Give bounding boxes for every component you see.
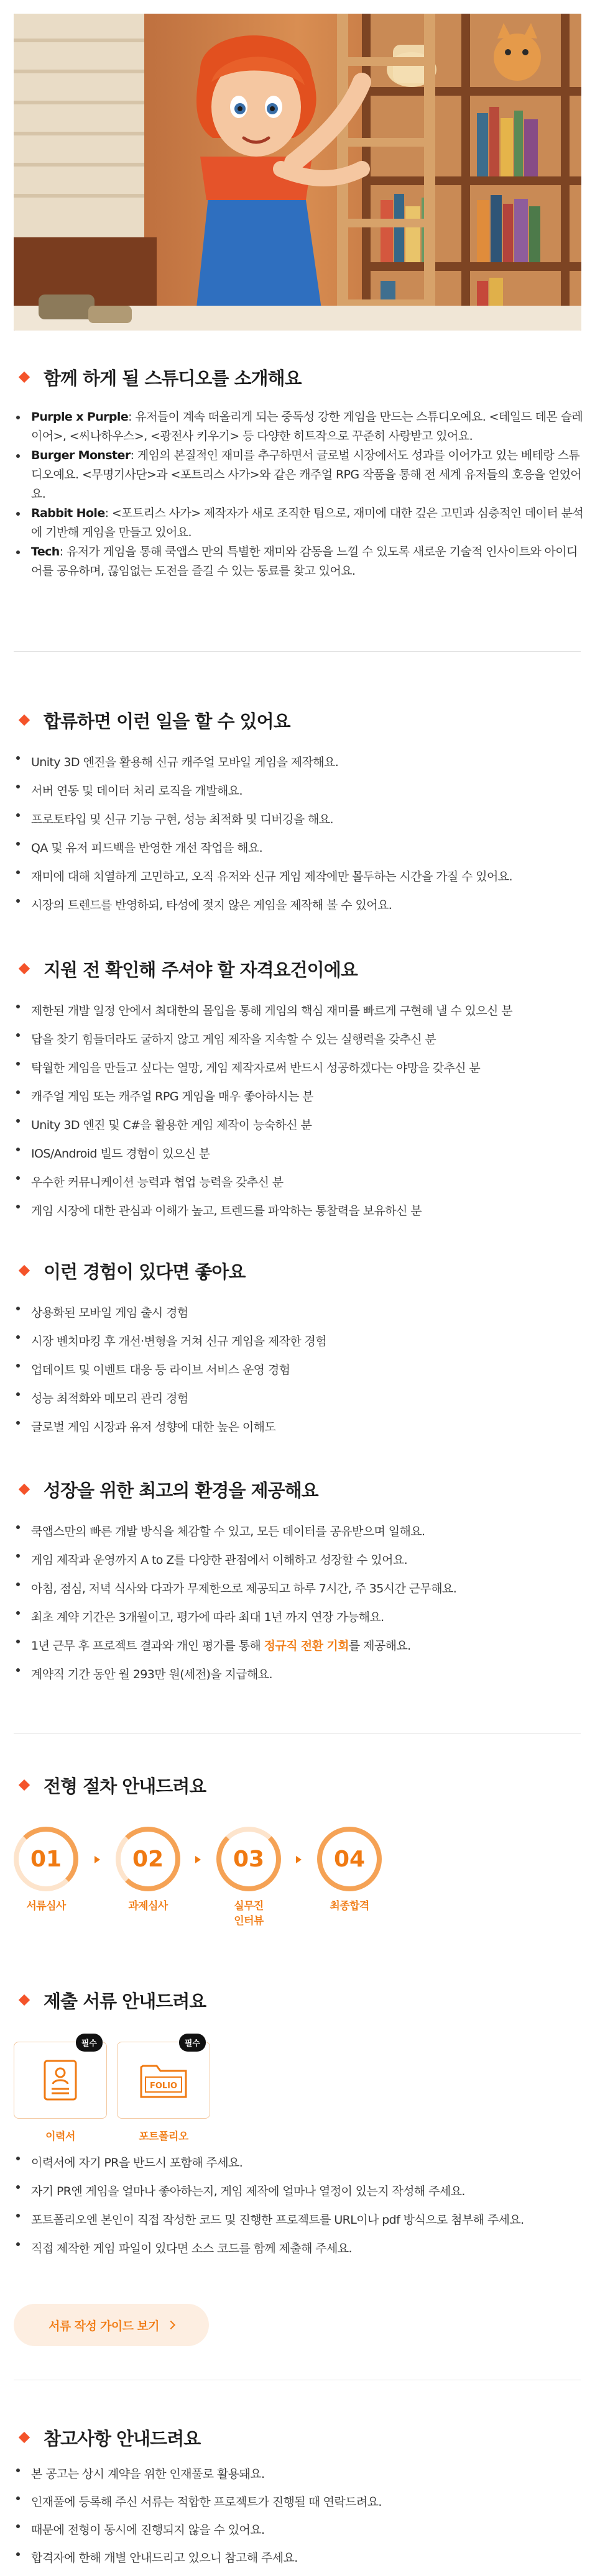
section-title: 참고사항 안내드려요 bbox=[44, 2428, 201, 2449]
diamond-bullet-icon bbox=[19, 2432, 30, 2443]
list-item: 시장의 트렌드를 반영하되, 타성에 젖지 않은 게임을 제작해 볼 수 있어요. bbox=[14, 891, 586, 920]
document-label: 이력서 bbox=[45, 2131, 75, 2143]
list-item: 포트폴리오엔 본인이 직접 작성한 코드 및 진행한 프로젝트를 URL이나 pdf 방식으로 첨부해 주세요. bbox=[14, 2206, 586, 2234]
arrow-right-icon bbox=[195, 1856, 201, 1863]
preferred-section bbox=[14, 1255, 586, 1441]
list-item: IOS/Android 빌드 경험이 있으신 분 bbox=[14, 1140, 586, 1168]
requirements-section bbox=[14, 953, 586, 1225]
chevron-right-icon bbox=[167, 2321, 175, 2329]
list-item: Unity 3D 엔진 및 C#을 활용한 게임 제작이 능숙하신 분 bbox=[14, 1111, 586, 1140]
document-label: 포트폴리오 bbox=[139, 2131, 188, 2143]
resume-icon bbox=[43, 2059, 78, 2101]
required-badge: 필수 bbox=[76, 2034, 103, 2052]
diamond-bullet-icon bbox=[19, 372, 30, 383]
list-item: 프로토타입 및 신규 기능 구현, 성능 최적화 및 디버깅을 해요. bbox=[14, 805, 586, 834]
list-item: 시장 벤치마킹 후 개선·변형을 거쳐 신규 게임을 제작한 경험 bbox=[14, 1327, 586, 1356]
section-title: 지원 전 확인해 주셔야 할 자격요건이에요 bbox=[44, 959, 358, 980]
process-step bbox=[216, 1827, 281, 1929]
studio-list bbox=[14, 408, 586, 581]
diamond-bullet-icon bbox=[19, 715, 30, 726]
diamond-bullet-icon bbox=[19, 1265, 30, 1276]
list-item: 계약직 기간 동안 월 293만 원(세전)을 지급해요. bbox=[14, 1660, 586, 1689]
list-item: 서버 연동 및 데이터 처리 로직을 개발해요. bbox=[14, 777, 586, 805]
step-label: 실무진 인터뷰 bbox=[234, 1900, 264, 1927]
process-step bbox=[116, 1827, 180, 1914]
section-title: 제출 서류 안내드려요 bbox=[44, 1990, 206, 2012]
step-number: 04 bbox=[317, 1827, 382, 1891]
document-guide-button[interactable]: 서류 작성 가이드 보기 bbox=[14, 2304, 209, 2346]
process-step bbox=[317, 1827, 382, 1914]
list-item: 이력서에 자기 PR을 반드시 포함해 주세요. bbox=[14, 2149, 586, 2177]
diamond-bullet-icon bbox=[19, 963, 30, 974]
list-item: 때문에 전형이 동시에 진행되지 않을 수 있어요. bbox=[14, 2516, 586, 2544]
process-step bbox=[14, 1827, 78, 1914]
studio-section bbox=[14, 362, 586, 581]
folder-icon bbox=[139, 2061, 188, 2099]
arrow-right-icon bbox=[95, 1856, 100, 1863]
list-item: 게임 제작과 운영까지 A to Z를 다양한 관점에서 이해하고 성장할 수 있어요. bbox=[14, 1546, 586, 1574]
preferred-list bbox=[14, 1299, 586, 1441]
list-item: QA 및 유저 피드백을 반영한 개선 작업을 해요. bbox=[14, 834, 586, 862]
section-title: 전형 절차 안내드려요 bbox=[44, 1775, 206, 1797]
list-item: Tech: 유저가 게임을 통해 쿡앱스 만의 특별한 재미와 감동을 느낄 수 있도록 새로운 기술적 인사이트와 아이디어를 공유하며, 끊임없는 도전을 즐길 수 있는 동료를 찾고 있어요. bbox=[14, 542, 586, 581]
document-cards bbox=[14, 2039, 262, 2143]
step-label: 서류심사 bbox=[26, 1900, 66, 1912]
list-item: Rabbit Hole: <포트리스 사가> 제작자가 새로 조직한 팀으로, 재미에 대한 깊은 고민과 심층적인 데이터 분석에 기반해 게임을 만들고 있어요. bbox=[14, 504, 586, 542]
document-card-portfolio bbox=[117, 2039, 210, 2143]
list-item: 합격자에 한해 개별 안내드리고 있으니 참고해 주세요. bbox=[14, 2544, 586, 2572]
section-title: 합류하면 이런 일을 할 수 있어요 bbox=[44, 710, 290, 732]
notes-list bbox=[14, 2460, 586, 2572]
diamond-bullet-icon bbox=[19, 1484, 30, 1495]
list-item: 업데이트 및 이벤트 대응 등 라이브 서비스 운영 경험 bbox=[14, 1356, 586, 1384]
list-item: 답을 찾기 힘들더라도 굴하지 않고 게임 제작을 지속할 수 있는 실행력을 갖추신 분 bbox=[14, 1025, 586, 1054]
tasks-list bbox=[14, 748, 586, 920]
tasks-section bbox=[14, 705, 586, 920]
documents-notes bbox=[14, 2149, 586, 2263]
list-item: 아침, 점심, 저녁 식사와 다과가 무제한으로 제공되고 하루 7시간, 주 35시간 근무해요. bbox=[14, 1574, 586, 1603]
diamond-bullet-icon bbox=[19, 1994, 30, 2006]
list-item: 본 공고는 상시 계약을 위한 인재풀로 활용돼요. bbox=[14, 2460, 586, 2488]
list-item: 탁월한 게임을 만들고 싶다는 열망, 게임 제작자로써 반드시 성공하겠다는 야망을 갖추신 분 bbox=[14, 1054, 586, 1082]
list-item: 1년 근무 후 프로젝트 결과와 개인 평가를 통해 정규직 전환 기회를 제공해요. bbox=[14, 1632, 586, 1660]
list-item: 제한된 개발 일정 안에서 최대한의 몰입을 통해 게임의 핵심 재미를 빠르게 구현해 낼 수 있으신 분 bbox=[14, 997, 586, 1025]
svg-text:FOLIO: FOLIO bbox=[149, 2081, 178, 2091]
section-divider bbox=[14, 1733, 581, 1734]
list-item: 재미에 대해 치열하게 고민하고, 오직 유저와 신규 게임 제작에만 몰두하는 시간을 가질 수 있어요. bbox=[14, 862, 586, 891]
diamond-bullet-icon bbox=[19, 1779, 30, 1791]
documents-list bbox=[14, 2149, 586, 2263]
list-item: 캐주얼 게임 또는 캐주얼 RPG 게임을 매우 좋아하시는 분 bbox=[14, 1082, 586, 1111]
section-title: 성장을 위한 최고의 환경을 제공해요 bbox=[44, 1479, 318, 1501]
hero-illustration-art bbox=[14, 14, 581, 331]
list-item: 자기 PR엔 게임을 얼마나 좋아하는지, 게임 제작에 얼마나 열정이 있는지 작성해 주세요. bbox=[14, 2177, 586, 2206]
notes-section bbox=[14, 2422, 586, 2572]
step-label: 과제심사 bbox=[128, 1900, 168, 1912]
list-item: 인재풀에 등록해 주신 서류는 적합한 프로젝트가 진행될 때 연락드려요. bbox=[14, 2488, 586, 2516]
list-item: 게임 시장에 대한 관심과 이해가 높고, 트렌드를 파악하는 통찰력을 보유하신 분 bbox=[14, 1197, 586, 1225]
step-number: 03 bbox=[216, 1827, 281, 1891]
list-item: Burger Monster: 게임의 본질적인 재미를 추구하면서 글로벌 시장에서도 성과를 이어가고 있는 베테랑 스튜디오예요. <무명기사단>과 <포트리스 사가>와 같은 캐주얼 RPG 작품을 통해 전 세계 유저들의 호응을 얻었어요. bbox=[14, 446, 586, 504]
list-item: 우수한 커뮤니케이션 능력과 협업 능력을 갖추신 분 bbox=[14, 1168, 586, 1197]
section-title: 함께 하게 될 스튜디오를 소개해요 bbox=[44, 367, 302, 389]
list-item: 상용화된 모바일 게임 출시 경험 bbox=[14, 1299, 586, 1327]
required-badge: 필수 bbox=[179, 2034, 206, 2052]
step-label: 최종합격 bbox=[330, 1900, 369, 1912]
requirements-list bbox=[14, 997, 586, 1225]
environment-section bbox=[14, 1474, 586, 1689]
process-section bbox=[14, 1770, 586, 1801]
list-item: 쿡앱스만의 빠른 개발 방식을 체감할 수 있고, 모든 데이터를 공유받으며 일해요. bbox=[14, 1517, 586, 1546]
list-item: 성능 최적화와 메모리 관리 경험 bbox=[14, 1384, 586, 1413]
environment-list bbox=[14, 1517, 586, 1689]
hero-illustration bbox=[14, 14, 581, 331]
step-number: 02 bbox=[116, 1827, 180, 1891]
section-divider bbox=[14, 651, 581, 652]
list-item: Unity 3D 엔진을 활용해 신규 캐주얼 모바일 게임을 제작해요. bbox=[14, 748, 586, 777]
list-item: 최초 계약 기간은 3개월이고, 평가에 따라 최대 1년 까지 연장 가능해요. bbox=[14, 1603, 586, 1632]
documents-section bbox=[14, 1985, 586, 2016]
list-item: 직접 제작한 게임 파일이 있다면 소스 코드를 함께 제출해 주세요. bbox=[14, 2234, 586, 2263]
highlight-text: 정규직 전환 기회 bbox=[264, 1639, 349, 1653]
list-item: 글로벌 게임 시장과 유저 성향에 대한 높은 이해도 bbox=[14, 1413, 586, 1441]
step-number: 01 bbox=[14, 1827, 78, 1891]
document-card-resume bbox=[14, 2039, 107, 2143]
process-steps bbox=[14, 1827, 449, 1927]
arrow-right-icon bbox=[296, 1856, 302, 1863]
section-title: 이런 경험이 있다면 좋아요 bbox=[44, 1261, 246, 1282]
list-item: Purple x Purple: 유저들이 계속 떠올리게 되는 중독성 강한 게임을 만드는 스튜디오예요. <테일드 데몬 슬레이어>, <씨나하우스>, <광전사 키우기> 등 다양한 히트작으로 꾸준히 사랑받고 있어요. bbox=[14, 408, 586, 446]
